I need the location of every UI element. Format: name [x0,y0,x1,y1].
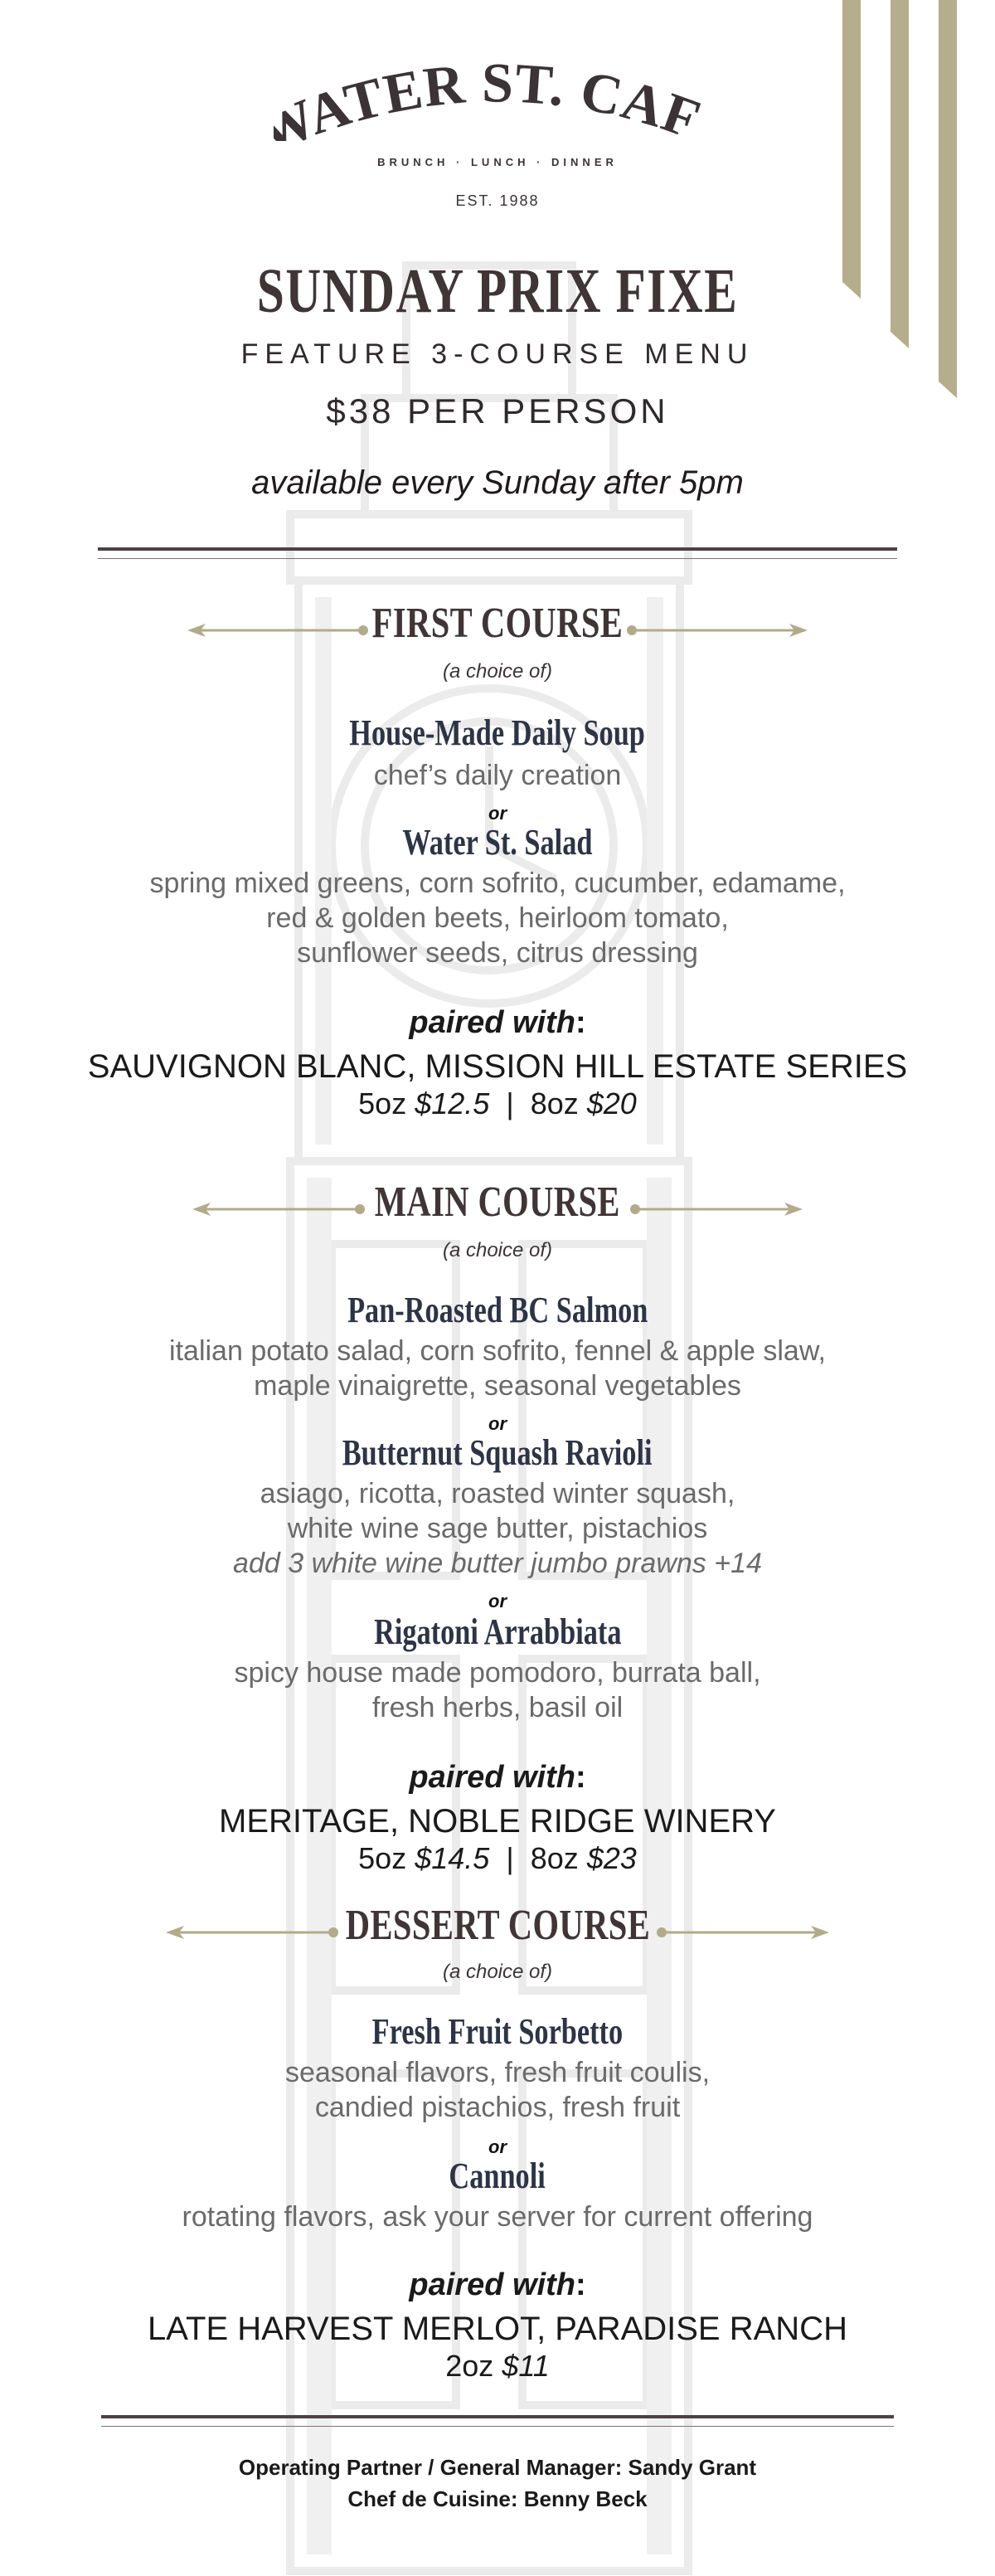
dish-wrap [0,1611,995,1653]
dish-name: Pan-Roasted BC Salmon [347,1290,648,1330]
dish-description: spicy house made pomodoro, burrata ball, [234,1657,761,1689]
price-per-person: $38 PER PERSON [326,391,669,430]
bottom-rule [101,2415,894,2418]
wine-pricing [0,1841,995,1876]
bottom-rule-thin [101,2426,894,2427]
wine-price: $20 [586,1086,637,1120]
dish-name: House-Made Daily Soup [349,712,646,753]
dish-wrap [0,712,995,754]
dish-description: asiago, ricotta, roasted winter squash, [260,1478,735,1509]
dish-wrap [0,1431,995,1474]
course-title-wrap [0,1178,995,1227]
course-title-dessert: DESSERT COURSE [345,1902,650,1949]
dish-wrap [0,821,995,863]
top-rule-thin [98,558,897,559]
logo [274,50,721,174]
choice-note: (a choice of) [442,1961,553,1983]
page-title: SUNDAY PRIX FIXE [256,256,739,326]
general-manager: Operating Partner / General Manager: Sandy Grant [238,2455,757,2480]
wine-pour: 5oz [358,1841,407,1875]
chef-de-cuisine: Chef de Cuisine: Benny Beck [347,2486,648,2511]
course-title-main: MAIN COURSE [374,1179,621,1226]
wine-name: MERITAGE, NOBLE RIDGE WINERY [219,1803,776,1840]
choice-note: (a choice of) [442,660,553,683]
wine-name: LATE HARVEST MERLOT, PARADISE RANCH [148,2311,847,2347]
dish-name: Cannoli [449,2156,546,2196]
or-divider: or [488,803,507,824]
availability: available every Sunday after 5pm [251,464,744,501]
title-wrap [0,255,995,328]
wine-price: $11 [502,2349,550,2383]
dish-description: white wine sage butter, pistachios [287,1513,708,1544]
paired-with-text: paired with [409,2267,575,2302]
dish-wrap [0,2155,995,2197]
choice-note: (a choice of) [442,1239,553,1261]
pricing-separator: | [506,1841,514,1875]
page-subtitle: FEATURE 3-COURSE MENU [240,338,755,370]
paired-with-label [0,1760,995,1796]
paired-with-text: paired with [409,1760,575,1795]
paired-with-text: paired with [409,1005,575,1040]
wine-pricing [0,1086,995,1121]
wine-price: $14.5 [415,1841,490,1875]
wine-price: $23 [586,1841,637,1875]
dish-description: sunflower seeds, citrus dressing [297,937,698,969]
dish-addon: add 3 white wine butter jumbo prawns +14 [233,1548,762,1579]
wine-pour: 8oz [530,1841,579,1875]
dish-name: Fresh Fruit Sorbetto [371,2011,624,2052]
dish-description: rotating flavors, ask your server for current offering [182,2201,813,2233]
svg-text:WATER ST. CAFE [274,50,709,141]
dish-description: candied pistachios, fresh fruit [314,2092,681,2123]
paired-colon: : [575,1760,586,1795]
paired-with-label [0,1005,995,1041]
wine-pour: 2oz [445,2349,494,2383]
dish-wrap [0,1289,995,1331]
wine-pour: 8oz [530,1086,579,1120]
course-title-wrap [0,1901,995,1950]
wine-pour: 5oz [358,1086,407,1120]
or-divider: or [488,1591,507,1611]
logo-tagline: BRUNCH · LUNCH · DINNER [377,156,618,168]
paired-colon: : [575,2267,586,2302]
dish-description: maple vinaigrette, seasonal vegetables [254,1370,741,1402]
or-divider: or [488,2136,507,2157]
dish-description: red & golden beets, heirloom tomato, [266,902,729,934]
top-rule [98,547,897,551]
wine-name: SAUVIGNON BLANC, MISSION HILL ESTATE SERIES [87,1048,908,1085]
course-title-wrap [0,599,995,648]
or-divider: or [488,1413,507,1434]
established: EST. 1988 [455,192,540,209]
dish-description: fresh herbs, basil oil [371,1692,624,1723]
dish-wrap [0,2010,995,2053]
pricing-separator: | [506,1086,514,1120]
logo-wordmark [274,50,721,141]
dish-name: Butternut Squash Ravioli [342,1432,653,1473]
dish-description: italian potato salad, corn sofrito, fennel & apple slaw, [169,1335,826,1367]
dish-description: spring mixed greens, corn sofrito, cucumber, edamame, [149,868,846,899]
course-title-first: FIRST COURSE [371,600,624,647]
logo-text: ATER ST. CAF [298,51,709,141]
dish-description: chef’s daily creation [373,760,622,791]
dish-name: Rigatoni Arrabbiata [373,1611,622,1652]
dish-description: seasonal flavors, fresh fruit coulis, [284,2057,711,2088]
wine-price: $12.5 [415,1086,490,1120]
dish-name: Water St. Salad [402,822,593,863]
paired-with-label [0,2267,995,2303]
paired-colon: : [575,1005,586,1040]
wine-pricing [0,2349,995,2384]
